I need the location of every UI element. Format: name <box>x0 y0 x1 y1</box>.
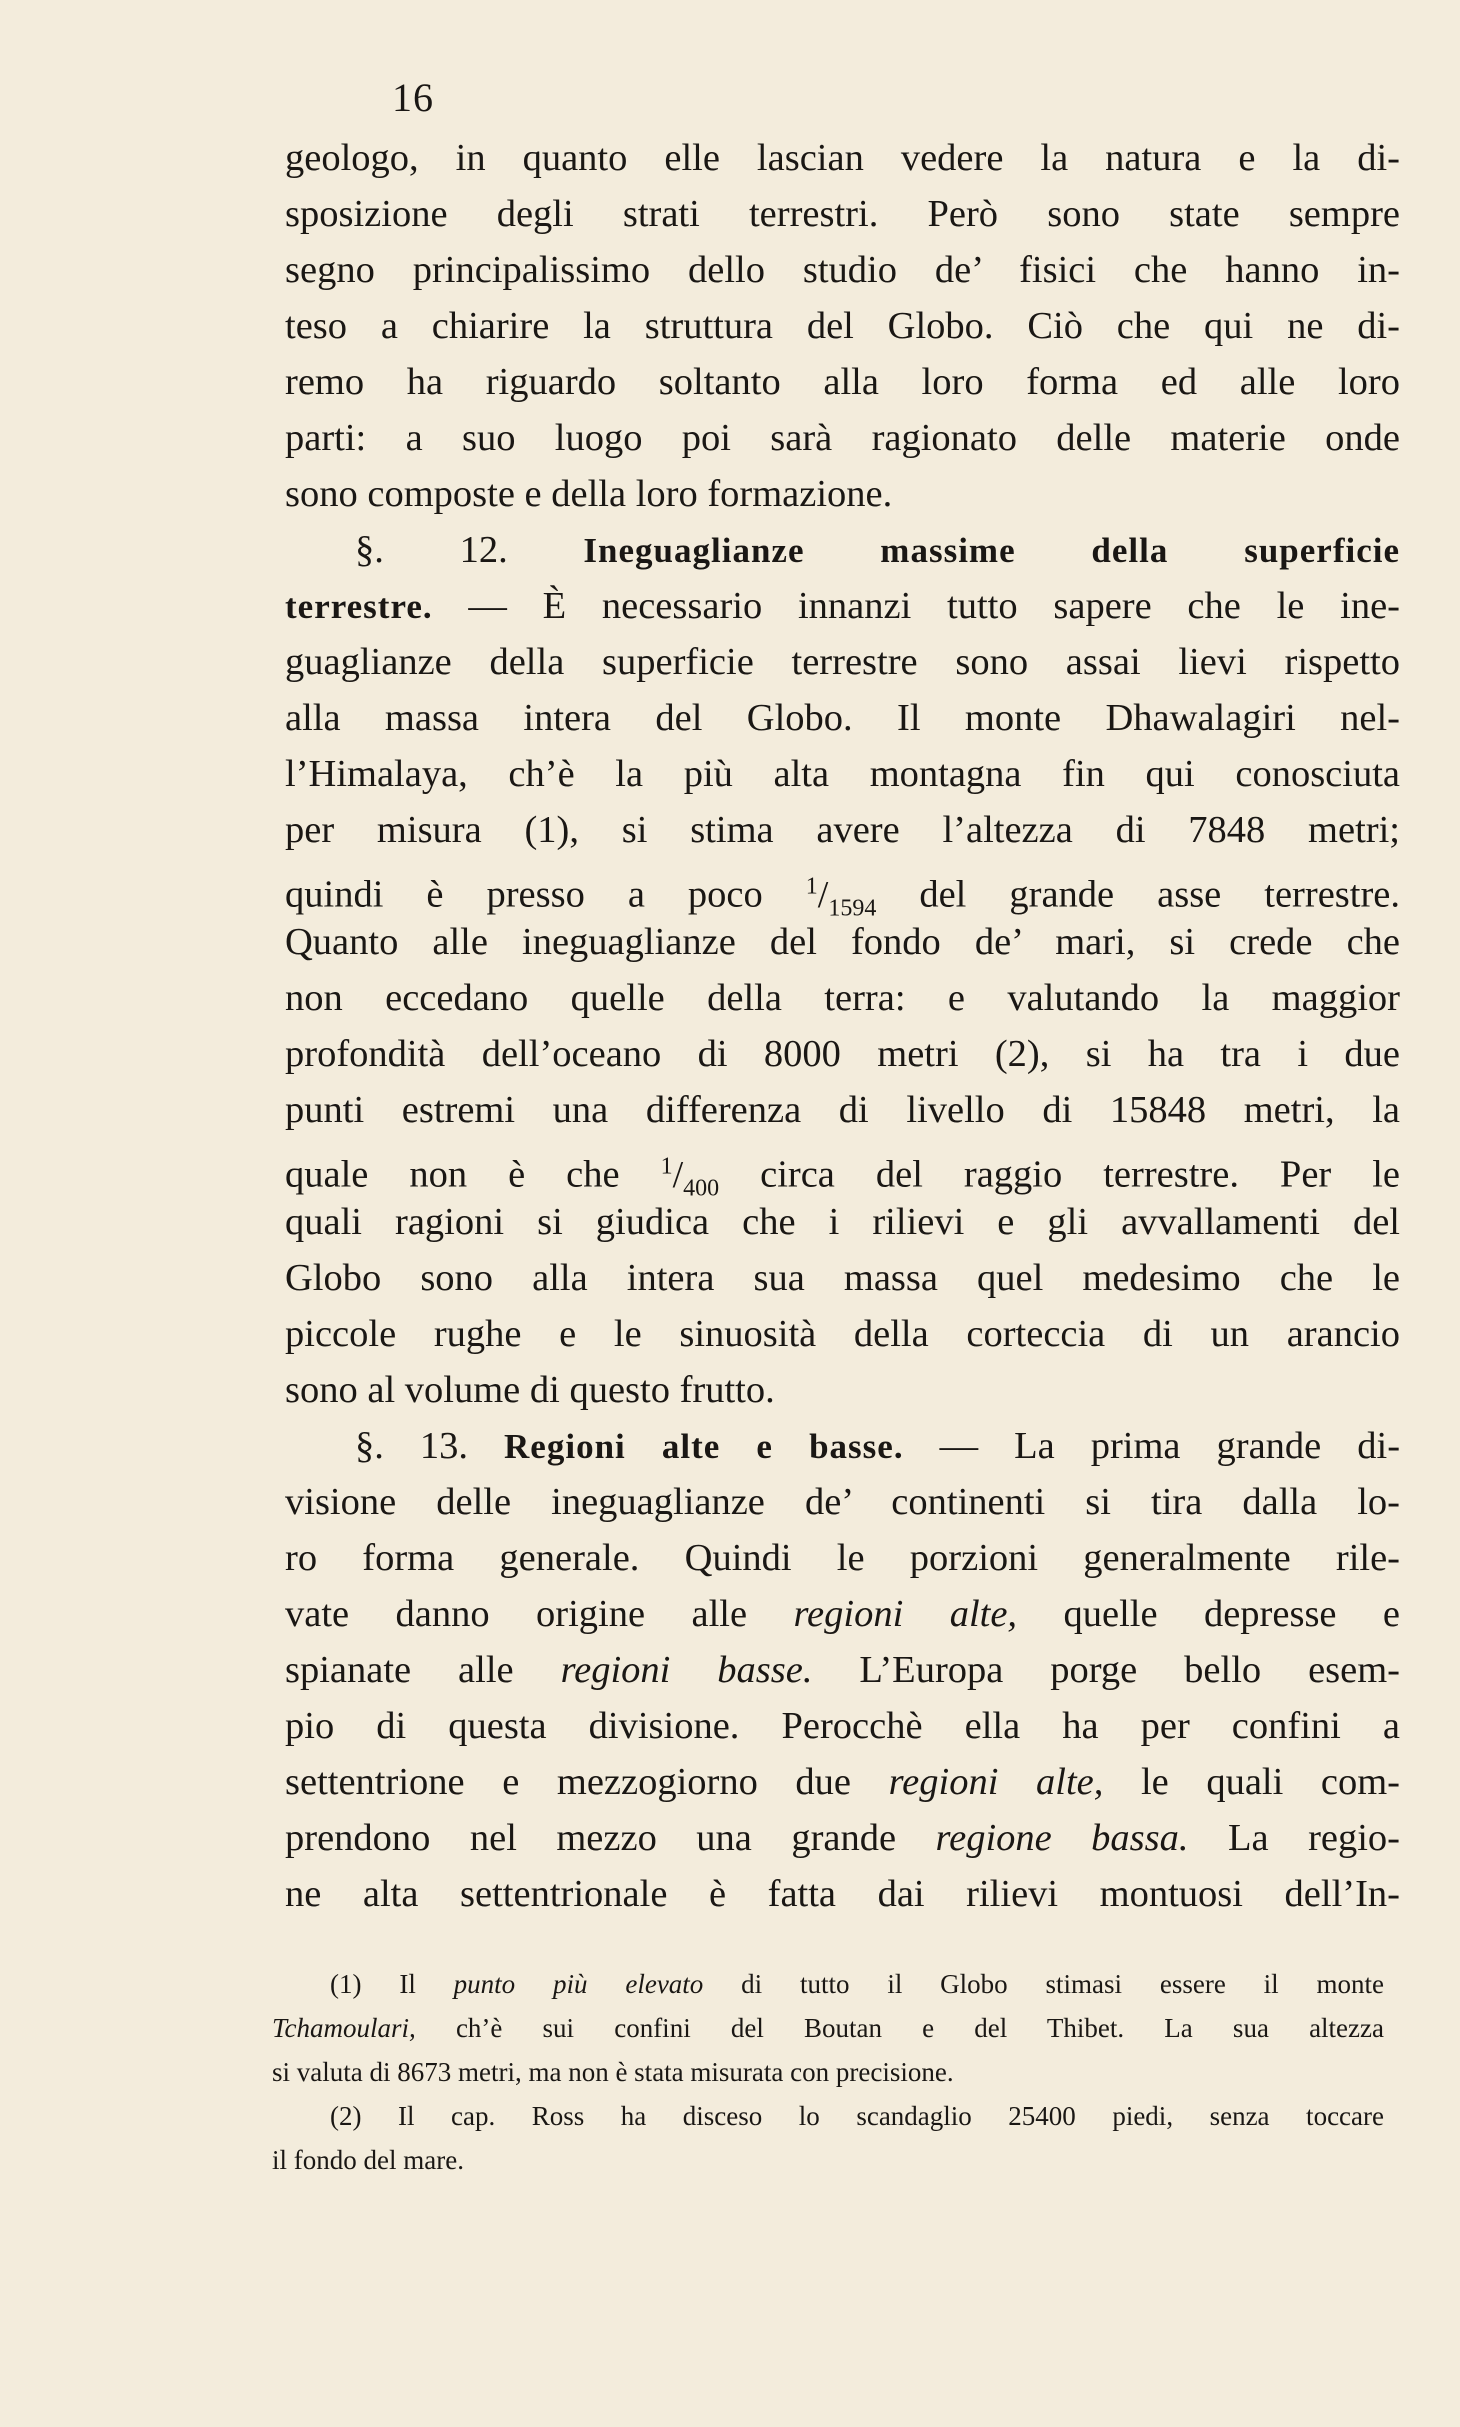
text-line: alla massa intera del Globo. Il monte Dhawalagiri nel- <box>285 697 1400 739</box>
section-13-heading-line: §. 13. Regioni alte e basse. — La prima grande di- <box>355 1425 1401 1467</box>
text-line: sono composte e della loro formazione. <box>285 473 893 515</box>
footnote-line: (1) Il punto più elevato di tutto il Globo stimasi essere il monte <box>330 1969 1384 1999</box>
footnote-line: si valuta di 8673 metri, ma non è stata misurata con precisione. <box>272 2057 954 2087</box>
text-line: piccole rughe e le sinuosità della corteccia di un arancio <box>285 1313 1400 1355</box>
footnote-line: (2) Il cap. Ross ha disceso lo scandaglio 25400 piedi, senza toccare <box>330 2101 1384 2131</box>
text-line: quali ragioni si giudica che i rilievi e gli avvallamenti del <box>285 1201 1400 1243</box>
text-line: terrestre. — È necessario innanzi tutto sapere che le ine- <box>285 585 1400 627</box>
text-line: vate danno origine alle regioni alte, quelle depresse e <box>285 1593 1401 1635</box>
footnote-line: il fondo del mare. <box>272 2145 464 2175</box>
fraction: $^1/_{1594}$ <box>805 873 877 922</box>
fraction: $^1/_{400}$ <box>660 1153 720 1202</box>
section-symbol: §. 12. <box>355 529 508 571</box>
text-line: guaglianze della superficie terrestre sono assai lievi rispetto <box>285 641 1400 683</box>
text-line: Quanto alle ineguaglianze del fondo de’ mari, si crede che <box>285 921 1400 963</box>
text-line: geologo, in quanto elle lascian vedere la natura e la di- <box>285 137 1400 179</box>
text-line: remo ha riguardo soltanto alla loro forma ed alle loro <box>285 361 1400 403</box>
section-heading-cont: terrestre. <box>285 587 433 626</box>
footnote-line: Tchamoulari, ch’è sui confini del Boutan e del Thibet. La sua altezza <box>272 2013 1384 2043</box>
footnotes <box>272 1962 1384 2182</box>
text-line: quale non è che $^1/_{400}$ circa del raggio terrestre. Per le <box>285 1153 1401 1202</box>
text-line: spianate alle regioni basse. L’Europa porge bello esem- <box>285 1649 1400 1691</box>
text-line: l’Himalaya, ch’è la più alta montagna fin qui conosciuta <box>285 753 1400 795</box>
text-line: per misura (1), si stima avere l’altezza di 7848 metri; <box>285 809 1400 851</box>
section-symbol: §. 13. <box>355 1425 469 1467</box>
text-line: settentrione e mezzogiorno due regioni alte, le quali com- <box>285 1761 1401 1803</box>
text-line: quindi è presso a poco $^1/_{1594}$ del grande asse terrestre. <box>285 873 1400 922</box>
text-line: parti: a suo luogo poi sarà ragionato delle materie onde <box>285 417 1400 459</box>
text-line: punti estremi una differenza di livello di 15848 metri, la <box>285 1089 1400 1131</box>
text-line: Globo sono alla intera sua massa quel medesimo che le <box>285 1257 1400 1299</box>
text-line: teso a chiarire la struttura del Globo. Ciò che qui ne di- <box>285 305 1400 347</box>
text-line: prendono nel mezzo una grande regione bassa. La regio- <box>285 1817 1400 1859</box>
text-line: ne alta settentrionale è fatta dai rilievi montuosi dell’In- <box>285 1873 1400 1915</box>
text-line: pio di questa divisione. Perocchè ella ha per confini a <box>285 1705 1400 1747</box>
text-line: segno principalissimo dello studio de’ fisici che hanno in- <box>285 249 1400 291</box>
text-line: visione delle ineguaglianze de’ continenti si tira dalla lo- <box>285 1481 1400 1523</box>
main-text <box>285 130 1400 1922</box>
text-line: profondità dell’oceano di 8000 metri (2), si ha tra i due <box>285 1033 1400 1075</box>
text-line: sono al volume di questo frutto. <box>285 1369 775 1411</box>
section-heading: Ineguaglianze massime della superficie <box>583 531 1401 570</box>
page-number: 16 <box>392 75 434 120</box>
text-line: non eccedano quelle della terra: e valutando la maggior <box>285 977 1400 1019</box>
section-heading: Regioni alte e basse. <box>504 1427 904 1466</box>
section-12-heading-line <box>285 522 1400 578</box>
text-line: sposizione degli strati terrestri. Però sono state sempre <box>285 193 1400 235</box>
text-line: ro forma generale. Quindi le porzioni generalmente rile- <box>285 1537 1400 1579</box>
